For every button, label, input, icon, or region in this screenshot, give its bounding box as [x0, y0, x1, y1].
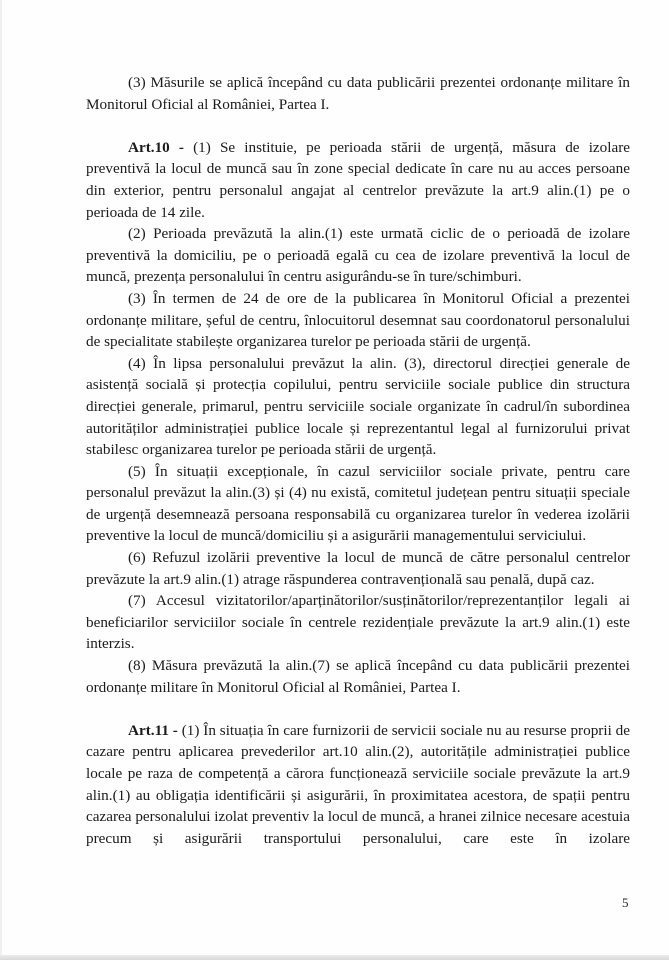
- page-edge-bottom: [0, 955, 669, 960]
- paragraph-art10-alin6: (6) Refuzul izolării preventive la locul de muncă de către personalul centrelor prevăzute la art.9 alin.(1) atrage răspunderea contravențională sau penală, după caz.: [86, 549, 630, 588]
- article-label-art10: Art.10 -: [128, 138, 184, 156]
- paragraph-art9-alin3: (3) Măsurile se aplică începând cu data publicării prezentei ordonanțe militare în Monitorul Oficial al României, Partea I.: [86, 74, 630, 113]
- section-gap: [86, 698, 630, 720]
- paragraph-text: (1) În situația în care furnizorii de servicii sociale nu au resurse proprii de cazare pentru aplicarea prevederilor art.10 alin.(2), autoritățile administrației publice locale pe raza de competență a cărora funcționează serviciile sociale prevăzute la art.9 alin.(1) au obligația identificării și asigurării, în proximitatea acestora, de spații pentru cazarea personalului izolat preventiv la locul de muncă, a hranei zilnice necesare acestuia precum și asigurării transportului personalului, care este în izolare: [86, 721, 630, 847]
- page-number: 5: [622, 895, 629, 910]
- document-body: [86, 72, 630, 849]
- paragraph-art10-alin3: (3) În termen de 24 de ore de la publicarea în Monitorul Oficial a prezentei ordonanțe militare, șeful de centru, înlocuitorul desemnat sau coordonatorul personalului de specialitate stabilește organizarea turelor pe perioada stării de urgență.: [86, 289, 630, 351]
- section-gap: [86, 115, 630, 137]
- paragraph-art10-alin2: (2) Perioada prevăzută la alin.(1) este urmată ciclic de o perioadă de izolare preventivă la domiciliu, pe o perioadă egală cu cea de izolare preventivă la locul de muncă, prezența personalului în centru asigurându-se în ture/schimburi.: [86, 225, 630, 286]
- paragraph-text: (1) Se instituie, pe perioada stării de urgență, măsura de izolare preventivă la locul de muncă sau în zone special dedicate în care nu au acces persoane din exterior, pentru personalul angajat al centrelor prevăzute la art.9 alin.(1) pe o perioada de 14 zile.: [86, 138, 631, 221]
- paragraph-art11-alin1: [86, 720, 630, 850]
- paragraph-art10-alin1: [86, 137, 630, 223]
- page-edge-left: [0, 0, 2, 955]
- paragraph-art10-alin8: (8) Măsura prevăzută la alin.(7) se aplică începând cu data publicării prezentei ordonanțe militare în Monitorul Oficial al României, Partea I.: [86, 657, 630, 696]
- paragraph-art10-alin5: (5) În situații excepționale, în cazul serviciilor sociale private, pentru care personalul prevăzut la alin.(3) și (4) nu există, comitetul județean pentru situații speciale de urgență desemnează persoana responsabilă cu organizarea turelor în vederea izolării preventive la locul de muncă/domiciliu și a asigurării managementului serviciului.: [86, 462, 630, 545]
- paragraph-art10-alin4: (4) În lipsa personalului prevăzut la alin. (3), directorul direcției generale de asistență socială și protecția copilului, pentru serviciile sociale publice din structura direcției generale, primarul, pentru serviciile sociale organizate în cadrul/în subordinea autorităților administrației publice locale și reprezentantul legal al furnizorului privat stabilesc organizarea turelor pe perioada stării de urgență.: [86, 354, 630, 459]
- paragraph-art10-alin7: (7) Accesul vizitatorilor/aparținătorilor/susținătorilor/reprezentanților legali ai beneficiarilor serviciilor sociale în centrele rezidențiale prevăzute la art.9 alin.(1) este interzis.: [86, 592, 630, 653]
- article-label-art11: Art.11 -: [128, 721, 178, 739]
